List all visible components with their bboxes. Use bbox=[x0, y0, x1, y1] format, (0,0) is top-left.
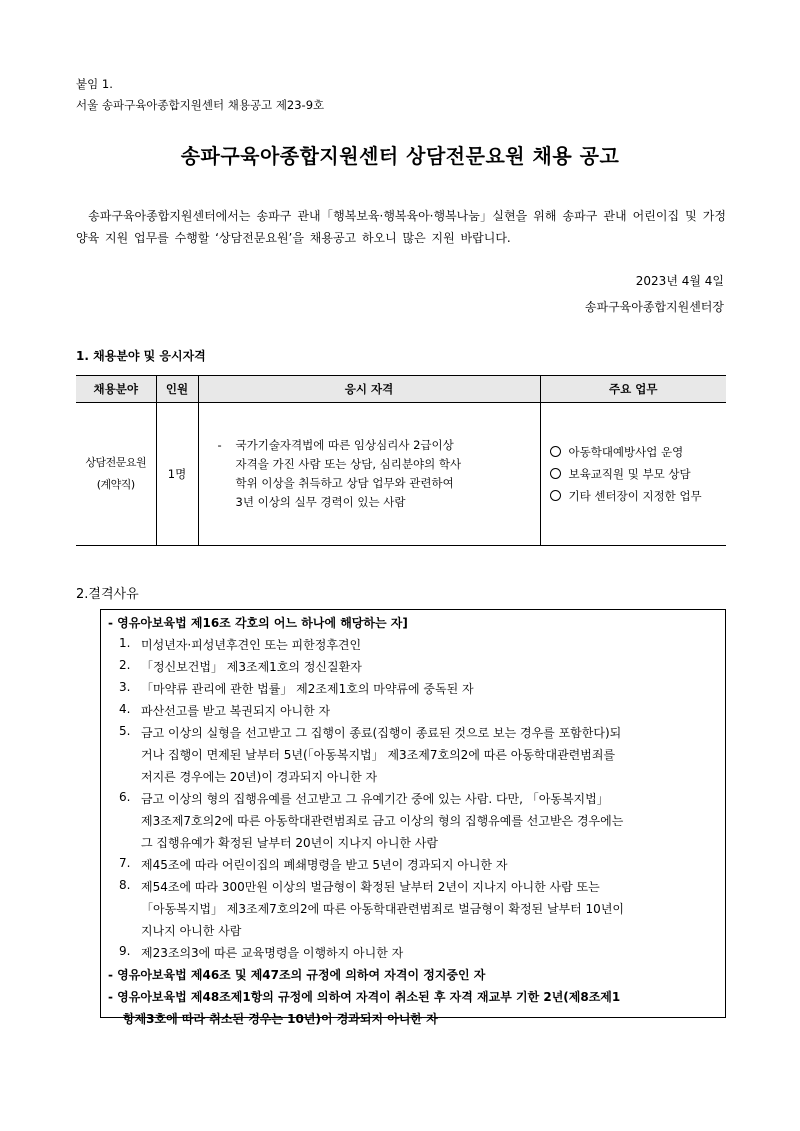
duty-item: 아동학대예방사업 운영 bbox=[568, 445, 684, 459]
circle-bullet-icon bbox=[550, 468, 561, 479]
item-text: 「마약류 관리에 관한 법률」 제2조제1호의 마약류에 중독된 자 bbox=[141, 682, 474, 696]
section1-title: 1. 채용분야 및 응시자격 bbox=[76, 349, 206, 363]
circle-bullet-icon bbox=[550, 446, 561, 457]
disqualification-box bbox=[100, 609, 726, 1026]
count-cell: 1명 bbox=[156, 403, 198, 546]
signer: 송파구육아종합지원센터장 bbox=[584, 300, 724, 314]
item-number: 8. bbox=[119, 878, 131, 892]
header-duties: 주요 업무 bbox=[540, 376, 726, 403]
recruitment-table bbox=[76, 375, 726, 546]
qualification-line: 학위 이상을 취득하고 상담 업무와 관련하여 bbox=[235, 476, 454, 490]
duties-cell bbox=[540, 403, 726, 546]
header-field: 채용분야 bbox=[76, 376, 156, 403]
notice-date: 2023년 4월 4일 bbox=[635, 274, 724, 288]
intro-text: 송파구육아종합지원센터에서는 송파구 관내「행복보육·행복육아·행복나눔」실현을 위해 송파구 관내 어린이집 및 가정양육 지원 업무를 수행할 ‘상담전문요원’을 채용공고 하오니 많은 지원 바랍니다. bbox=[76, 209, 726, 245]
header-qualification: 응시 자격 bbox=[198, 376, 540, 403]
item-text: 저지른 경우에는 20년)이 경과되지 아니한 자 bbox=[141, 770, 378, 784]
extra-clause: - 영유아보육법 제46조 및 제47조의 규정에 의하여 자격이 정지중인 자 bbox=[108, 968, 486, 982]
qualification-cell bbox=[198, 403, 540, 546]
intro-paragraph bbox=[76, 205, 726, 249]
item-number: 9. bbox=[119, 944, 131, 958]
item-text: 금고 이상의 실형을 선고받고 그 집행이 종료(집행이 종료된 것으로 보는 경우를 포함한다)되 bbox=[141, 726, 622, 740]
notice-number: 서울 송파구육아종합지원센터 채용공고 제23-9호 bbox=[76, 98, 325, 112]
field-name: 상담전문요원 bbox=[85, 456, 147, 469]
item-number: 4. bbox=[119, 702, 131, 716]
item-text: 제3조제7호의2에 따른 아동학대관련범죄로 금고 이상의 형의 집행유예를 선고받은 경우에는 bbox=[141, 814, 624, 828]
page-title: 송파구육아종합지원센터 상담전문요원 채용 공고 bbox=[180, 144, 620, 168]
duty-item: 보육교직원 및 부모 상담 bbox=[568, 467, 691, 481]
item-text: 「정신보건법」 제3조제1호의 정신질환자 bbox=[141, 660, 362, 674]
item-number: 3. bbox=[119, 680, 131, 694]
extra-clause: 항제3호에 따라 취소된 경우는 10년)이 경과되지 아니한 자 bbox=[123, 1012, 438, 1026]
circle-bullet-icon bbox=[550, 490, 561, 501]
qualification-line: 자격을 가진 사람 또는 상담, 심리분야의 학사 bbox=[235, 457, 462, 471]
item-text: 그 집행유예가 확정된 날부터 20년이 지나지 아니한 사람 bbox=[141, 836, 438, 850]
item-text: 파산선고를 받고 복권되지 아니한 자 bbox=[141, 704, 331, 718]
item-text: 제23조의3에 따른 교육명령을 이행하지 아니한 자 bbox=[141, 946, 404, 960]
attachment-label: 붙임 1. bbox=[76, 77, 113, 91]
duty-item: 기타 센터장이 지정한 업무 bbox=[568, 489, 702, 503]
extra-clause: - 영유아보육법 제48조제1항의 규정에 의하여 자격이 취소된 후 자격 재교부 기한 2년(제8조제1 bbox=[108, 990, 621, 1004]
item-number: 1. bbox=[119, 636, 131, 650]
qualification-line: 국가기술자격법에 따른 임상심리사 2급이상 bbox=[235, 438, 454, 452]
item-text: 제54조에 따라 300만원 이상의 벌금형이 확정된 날부터 2년이 지나지 아니한 사람 또는 bbox=[141, 880, 600, 894]
item-text: 금고 이상의 형의 집행유예를 선고받고 그 유예기간 중에 있는 사람. 다만, 「아동복지법」 bbox=[141, 792, 609, 806]
item-number: 5. bbox=[119, 724, 131, 738]
section2-title: 2.결격사유 bbox=[76, 587, 139, 602]
header-count: 인원 bbox=[156, 376, 198, 403]
field-cell bbox=[76, 403, 156, 546]
item-text: 미성년자·피성년후견인 또는 피한정후견인 bbox=[141, 638, 362, 652]
disqualification-header: - 영유아보육법 제16조 각호의 어느 하나에 해당하는 자] bbox=[108, 616, 408, 630]
item-text: 제45조에 따라 어린이집의 폐쇄명령을 받고 5년이 경과되지 아니한 자 bbox=[141, 858, 508, 872]
field-note: (계약직) bbox=[96, 478, 135, 491]
item-text: 「아동복지법」 제3조제7호의2에 따른 아동학대관련범죄로 벌금형이 확정된 날부터 10년이 bbox=[141, 902, 625, 916]
item-text: 거나 집행이 면제된 날부터 5년(「아동복지법」 제3조제7호의2에 따른 아동학대관련범죄를 bbox=[141, 748, 616, 762]
dash: - bbox=[217, 438, 222, 452]
item-number: 2. bbox=[119, 658, 131, 672]
item-number: 6. bbox=[119, 790, 131, 804]
item-text: 지나지 아니한 사람 bbox=[141, 924, 242, 938]
qualification-line: 3년 이상의 실무 경력이 있는 사람 bbox=[235, 495, 406, 509]
item-number: 7. bbox=[119, 856, 131, 870]
